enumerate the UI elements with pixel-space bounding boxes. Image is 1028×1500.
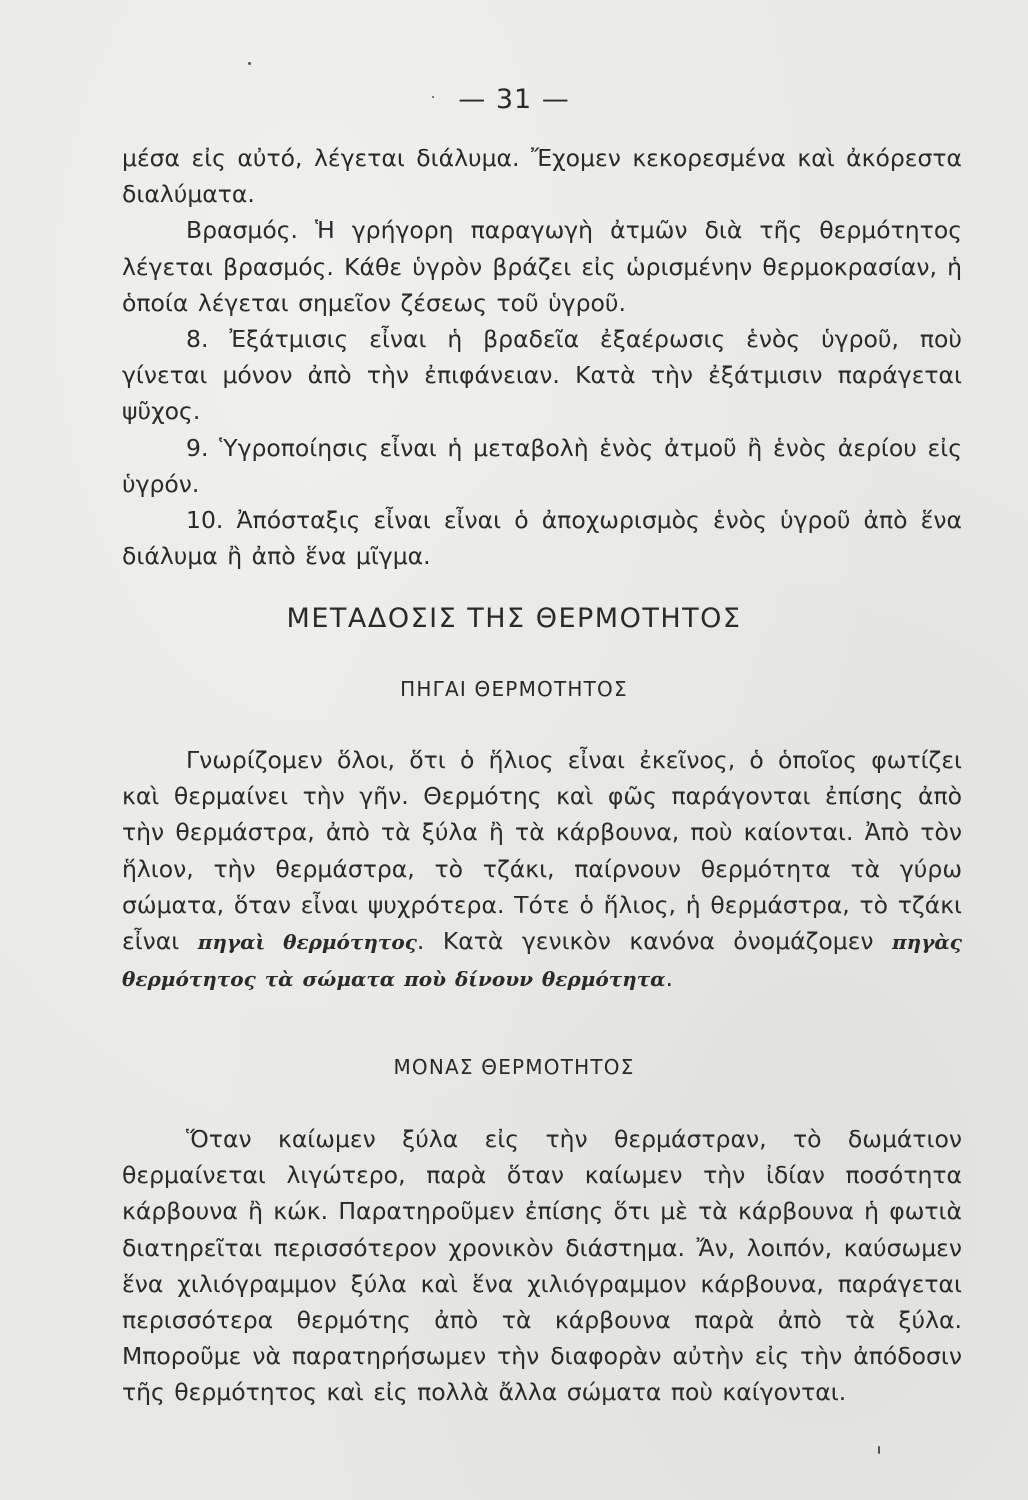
heat-unit-text-block — [122, 1121, 962, 1411]
paragraph-condensation: 9. Ὑγροποίησις εἶναι ἡ μεταβολὴ ἑνὸς ἀτμοῦ ἢ ἑνὸς ἀερίου εἰς ὑγρόν. — [122, 433, 962, 498]
paper-speck — [432, 96, 434, 98]
section-heading-heat-unit: ΜΟΝΑΣ ΘΕΡΜΟΤΗΤΟΣ — [393, 1055, 635, 1079]
paragraph-heat-unit: Ὅταν καίωμεν ξύλα εἰς τὴν θερμάστραν, τὸ δωμάτιον θερμαίνεται λιγώτερο, παρὰ ὅταν καίωμεν τὴν ἰδίαν ποσότητα κάρβουνα ἢ κώκ. Παρατηροῦμεν ἐπίσης ὅτι μὲ τὰ κάρβουνα ἡ φωτιὰ διατηρεῖται περισσότερον χρονικὸν διάστημα. Ἄν, λοιπόν, καύσωμεν ἕνα χιλιόγραμμον ξύλα καὶ ἕνα χιλιόγραμμον κάρβουνα, παράγεται περισσότερα θερμότης ἀπὸ τὰ κάρβουνα παρὰ ἀπὸ τὰ ξύλα. Μποροῦμε νὰ παρατηρήσωμεν τὴν διαφορὰν αὐτὴν εἰς τὴν ἀπόδοσιν τῆς θερμότητος καὶ εἰς πολλὰ ἄλλα σώματα ποὺ καίγονται. — [122, 1125, 962, 1407]
heat-sources-text-block — [122, 742, 962, 997]
paragraph-evaporation: 8. Ἐξάτμισις εἶναι ἡ βραδεῖα ἐξαέρωσις ἑνὸς ὑγροῦ, ποὺ γίνεται μόνον ἀπὸ τὴν ἐπιφάνειαν. Κατὰ τὴν ἐξάτμισιν παράγεται ψῦχος. — [122, 325, 962, 426]
emphasis-definition: πηγὰς θερμότητος τὰ σώματα ποὺ δίνουν θερμότητα — [122, 930, 962, 992]
paragraph-heat-sources — [122, 742, 962, 997]
page-number: — 31 — — [458, 84, 570, 115]
emphasis-heat-sources: πηγαὶ θερμότητος — [197, 930, 417, 955]
paragraph-boiling: Βρασμός. Ἡ γρήγορη παραγωγὴ ἀτμῶν διὰ τῆς θερμότητος λέγεται βρασμός. Κάθε ὑγρὸν βράζει εἰς ὡρισμένην θερμοκρασίαν, ἡ ὁποία λέγεται σημεῖον ζέσεως τοῦ ὑγροῦ. — [122, 216, 962, 317]
paragraph-solutions: μέσα εἰς αὐτό, λέγεται διάλυμα. Ἔχομεν κεκορεσμένα καὶ ἀκόρεστα διαλύματα. — [122, 144, 962, 209]
section-heading-heat-sources: ΠΗΓΑΙ ΘΕΡΜΟΤΗΤΟΣ — [400, 677, 628, 701]
heat-sources-text-part3: . — [665, 964, 674, 993]
paper-speck — [878, 1446, 880, 1454]
definitions-text-block — [122, 140, 962, 574]
paper-speck — [248, 62, 251, 65]
paragraph-distillation: 10. Ἀπόσταξις εἶναι εἶναι ὁ ἀποχωρισμὸς ἑνὸς ὑγροῦ ἀπὸ ἕνα διάλυμα ἢ ἀπὸ ἕνα μῖγμα. — [122, 506, 962, 571]
heat-sources-text-part1: Γνωρίζομεν ὅλοι, ὅτι ὁ ἥλιος εἶναι ἐκεῖνος, ὁ ὁποῖος φωτίζει καὶ θερμαίνει τὴν γῆν. Θερμότης καὶ φῶς παράγονται ἐπίσης ἀπὸ τὴν θερμάστρα, ἀπὸ τὰ ξύλα ἢ τὰ κάρβουνα, ποὺ καίονται. Ἀπὸ τὸν ἥλιον, τὴν θερμάστρα, τὸ τζάκι, παίρνουν θερμότητα τὰ γύρω σώματα, ὅταν εἶναι ψυχρότερα. Τότε ὁ ἥλιος, ἡ θερμάστρα, τὸ τζάκι εἶναι — [122, 746, 962, 956]
chapter-heading: ΜΕΤΑΔΟΣΙΣ ΤΗΣ ΘΕΡΜΟΤΗΤΟΣ — [286, 603, 742, 634]
heat-sources-text-part2: . Κατὰ γενικὸν κανόνα ὀνομάζομεν — [416, 927, 893, 956]
